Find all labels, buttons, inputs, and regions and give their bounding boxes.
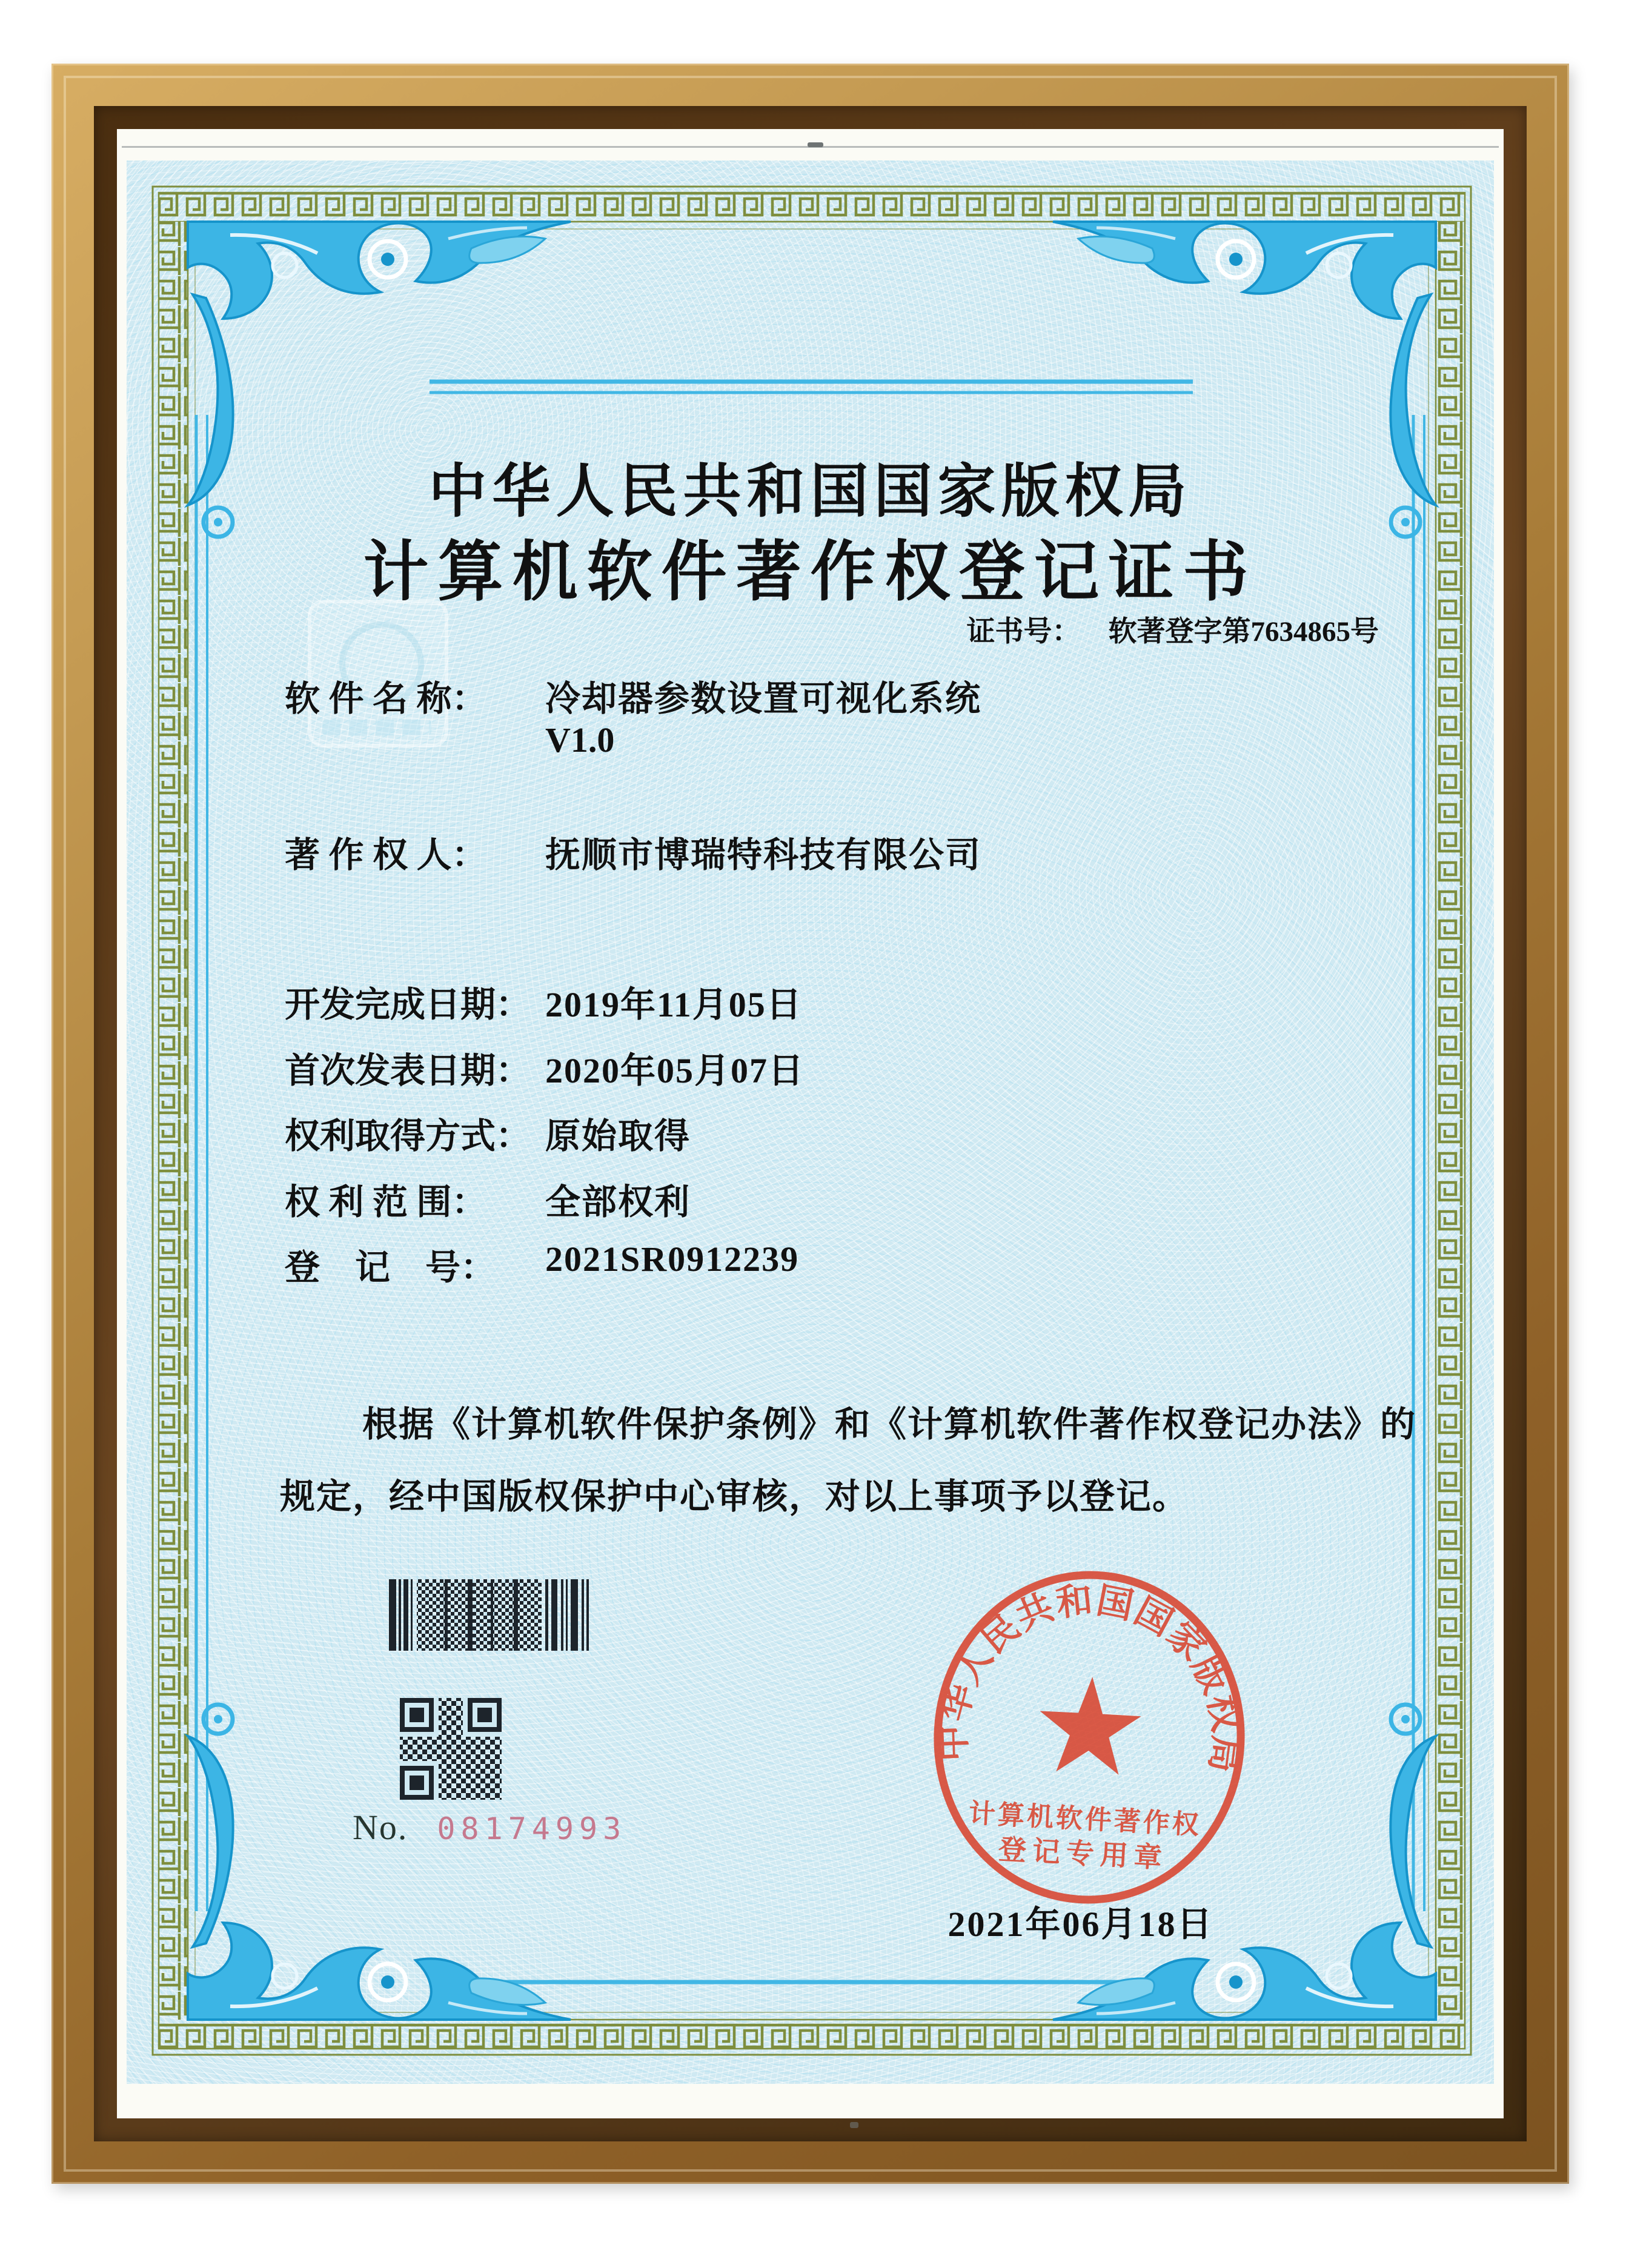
seal-inner-line-1: 计算机软件著作权 (967, 1798, 1202, 1840)
serial-number-line (353, 1807, 626, 1849)
field-label: 首次发表日期： (285, 1051, 531, 1090)
certificate-number-label: 证书号： (966, 616, 1081, 648)
picture-frame (51, 64, 1569, 2184)
authority-title: 中华人民共和国国家版权局 (428, 459, 1192, 524)
seal-inner-line-2: 登记专用章 (997, 1834, 1169, 1874)
field-registration-number (285, 1239, 1412, 1288)
official-seal (908, 1550, 1271, 1925)
serial-number: 08174993 (437, 1811, 627, 1846)
field-value: 抚顺市博瑞特科技有限公司 (545, 835, 982, 875)
field-label: 登 记 号： (285, 1248, 496, 1287)
certificate-body (127, 161, 1494, 2084)
certificate-number-value: 软著登字第7634865号 (1108, 616, 1379, 648)
field-development-completion-date (285, 976, 1412, 1026)
issue-date: 2021年06月18日 (947, 1905, 1214, 1944)
flourish-bottom-left (188, 1705, 571, 2020)
field-value: 2021SR0912239 (545, 1239, 800, 1279)
seal-star-icon (1037, 1674, 1143, 1776)
field-value: 全部权利 (545, 1182, 691, 1222)
field-software-version: V1.0 (545, 720, 615, 760)
field-copyright-owner (285, 826, 1412, 876)
field-label: 权利取得方式： (285, 1116, 531, 1156)
serial-prefix: No. (353, 1808, 408, 1847)
field-value: 冷却器参数设置可视化系统 (545, 679, 982, 718)
field-first-publication-date (285, 1042, 1412, 1092)
field-label: 权 利 范 围： (285, 1182, 487, 1222)
certificate-paper (117, 129, 1504, 2118)
scan-speck (850, 2122, 858, 2128)
cpcc-watermark-letters (322, 720, 431, 735)
field-software-name (285, 670, 1412, 720)
statement-line-2: 规定，经中国版权保护中心审核，对以上事项予以登记。 (280, 1477, 1189, 1516)
field-rights-scope (285, 1173, 1412, 1223)
statement-line-1: 根据《计算机软件保护条例》和《计算机软件著作权登记办法》的 (362, 1405, 1417, 1444)
field-value: 原始取得 (545, 1116, 691, 1156)
scan-speck (808, 142, 823, 147)
field-value: 2019年11月05日 (545, 985, 803, 1024)
field-label: 开发完成日期： (285, 985, 531, 1024)
seal-ring-text: 中华人民共和国国家版权局 (932, 1580, 1247, 1776)
field-label: 软 件 名 称： (285, 679, 487, 718)
document-title: 计算机软件著作权登记证书 (363, 537, 1258, 609)
field-value: 2020年05月07日 (545, 1051, 805, 1090)
field-label: 著 作 权 人： (285, 835, 487, 875)
field-rights-acquisition-method (285, 1107, 1412, 1157)
barcode (389, 1579, 589, 1651)
qr-code (398, 1696, 503, 1802)
certificate-number-line (967, 609, 1379, 649)
